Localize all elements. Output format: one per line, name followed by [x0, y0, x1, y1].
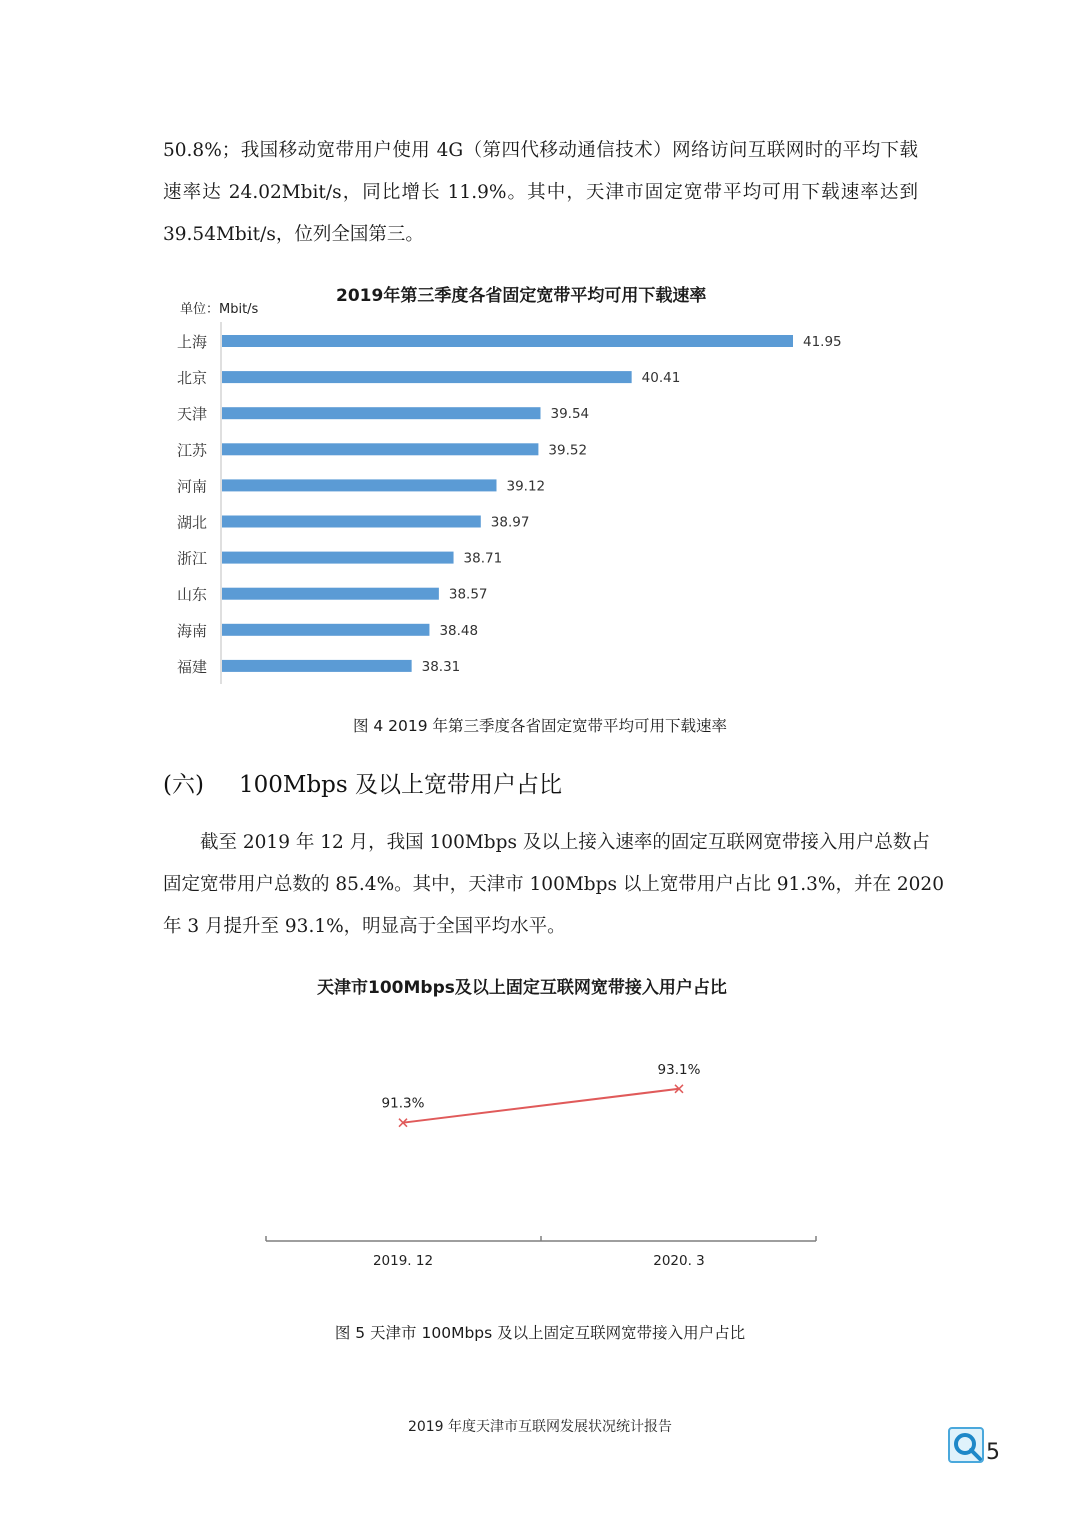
bar-value-label: 38.97: [490, 514, 530, 531]
bar-category-label: 江苏: [176, 441, 207, 460]
bar-value-label: 39.52: [548, 442, 588, 459]
report-footer-title: 2019 年度天津市互联网发展状况统计报告: [407, 1419, 673, 1435]
section-6-line-1: 截至 2019 年 12 月，我国 100Mbps 及以上接入速率的固定互联网宽带接入用户总数占: [200, 832, 930, 853]
line-data-label: 93.1%: [657, 1061, 701, 1078]
bar-value-label: 39.12: [506, 478, 546, 495]
bar-category-label: 天津: [176, 405, 207, 424]
section-6-number: (六): [163, 772, 204, 798]
bar-value-label: 38.48: [439, 622, 479, 639]
bar-category-label: 河南: [176, 477, 207, 496]
bar-category-label: 上海: [176, 333, 207, 351]
line-series: [403, 1089, 679, 1123]
bar-category-label: 浙江: [176, 549, 207, 568]
line-data-label: 91.3%: [381, 1095, 425, 1112]
page-number: 5: [986, 1440, 1000, 1465]
bar-value-label: 38.31: [421, 658, 461, 675]
line-x-tick-label: 2020. 3: [653, 1253, 705, 1269]
bar-category-label: 福建: [176, 657, 207, 676]
line-chart-title: 天津市100Mbps及以上固定互联网宽带接入用户占比: [317, 978, 727, 998]
bar-chart-title: 2019年第三季度各省固定宽带平均可用下载速率: [336, 286, 707, 306]
section-6-line-3: 年 3 月提升至 93.1%，明显高于全国平均水平。: [163, 916, 566, 937]
intro-line-3: 39.54Mbit/s，位列全国第三。: [163, 224, 424, 245]
line-x-tick-label: 2019. 12: [372, 1253, 434, 1269]
bar-category-label: 海南: [176, 621, 207, 640]
bar-value-label: 38.57: [448, 586, 488, 603]
bar-category-label: 山东: [176, 585, 207, 604]
bar-chart-unit-label: 单位：Mbit/s: [180, 302, 259, 317]
bar-value-label: 41.95: [803, 334, 842, 350]
intro-line-2: 速率达 24.02Mbit/s，同比增长 11.9%。其中，天津市固定宽带平均可用下载速率达到: [163, 182, 918, 203]
section-6-title: 100Mbps 及以上宽带用户占比: [239, 772, 563, 798]
section-6-line-2: 固定宽带用户总数的 85.4%。其中，天津市 100Mbps 以上宽带用户占比 91.3%，并在 2020: [163, 874, 944, 895]
bar-value-label: 40.41: [641, 370, 681, 387]
figure-4-caption: 图 4 2019 年第三季度各省固定宽带平均可用下载速率: [352, 717, 728, 735]
figure-5-caption: 图 5 天津市 100Mbps 及以上固定互联网宽带接入用户占比: [334, 1324, 746, 1342]
report-logo-icon: [948, 1427, 984, 1463]
bar-category-label: 北京: [176, 369, 207, 388]
bar-value-label: 38.71: [463, 550, 503, 567]
bar-value-label: 39.54: [550, 406, 590, 423]
intro-line-1: 50.8%；我国移动宽带用户使用 4G（第四代移动通信技术）网络访问互联网时的平均下载: [163, 140, 918, 161]
bar-category-label: 湖北: [176, 513, 207, 532]
